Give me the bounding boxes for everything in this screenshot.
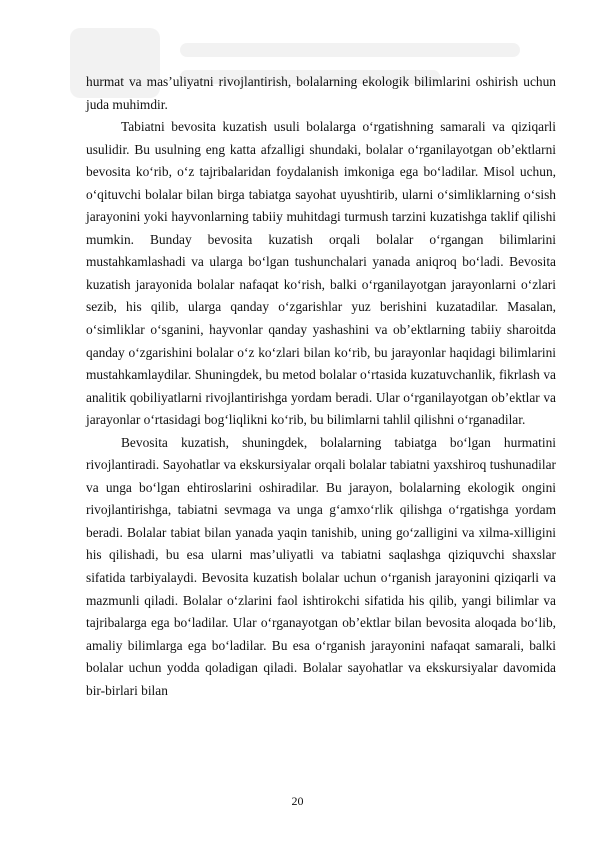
paragraph-direct-observation: Tabiatni bevosita kuzatish usuli bolalarga o‘rgatishning samarali va qiziqarli usulidir. Bu usulning eng katta afzalligi shundaki, bolalar o‘rganilayotgan ob’ektlarni bevosita ko‘rib, o‘z tajribalaridan foydalanish imkoniga ega bo‘ladilar. Misol uchun, o‘qituvchi bolalar bilan birga tabiatga sayohat uyushtirib, ularni o‘simliklarning o‘sish jarayonini yoki hayvonlarning tabiiy muhitdagi turmush tarzini kuzatishga taklif qilishi mumkin. Bunday bevosita kuzatish orqali bolalar o‘rgangan bilimlarini mustahkamlashadi va ularga bo‘lgan tushunchalari yanada aniqroq bo‘ladi. Bevosita kuzatish jarayonida bolalar nafaqat ko‘rish, balki o‘rganilayotgan jarayonlarni o‘zlari sezib, his qilib, ularga qanday o‘zgarishlar yuz berishini kuzatadilar. Masalan, o‘simliklar o‘sganini, hayvonlar qanday yashashini va ob’ektlarning tabiiy sharoitda qanday o‘zgarishini bolalar o‘z ko‘zlari bilan ko‘rib, bu jarayonlar haqidagi bilimlarini mustahkamlaydilar. Shuningdek, bu metod bolalar o‘rtasida kuzatuvchanlik, fikrlash va analitik qobiliyatlarni rivojlantirishga yordam beradi. Ular o‘rganilayotgan ob’ektlar va jarayonlar o‘rtasidagi bog‘liqlikni ko‘rib, bu bilimlarni tahlil qilishni o‘rganadilar. xyxy=(86,119,556,428)
page-number: 20 xyxy=(291,794,304,808)
paragraph-nature-respect: Bevosita kuzatish, shuningdek, bolalarning tabiatga bo‘lgan hurmatini rivojlantiradi. Sayohatlar va ekskursiyalar orqali bolalar tabiatni yaxshiroq tushunadilar va unga bo‘lgan ehtiroslarini oshiradilar. Bu jarayon, bolalarning ekologik ongini rivojlantirishga, tabiatni sevmaga va unga g‘amxo‘rlik qilishga o‘rgatishga yordam beradi. Bolalar tabiat bilan yanada yaqin tanishib, uning go‘zalligini va xilma-xilligini his qilishadi, bu esa ularni mas’uliyatli va tabiatni saqlashga qiziquvchi shaxslar sifatida tarbiyalaydi. Bevosita kuzatish bolalar uchun o‘rganish jarayonini qiziqarli va mazmunli qiladi. Bolalar o‘zlarini faol ishtirokchi sifatida his qilib, yangi bilimlar va tajribalarga ega bo‘ladilar. Ular o‘rganayotgan ob’ektlar bilan bevosita aloqada bo‘lib, amaliy bilimlarga ega bo‘ladilar. Bu esa o‘rganish jarayonini nafaqat samarali, balki bolalar uchun yodda qoladigan qiladi. Bolalar sayohatlar va ekskursiyalar davomida bir-birlari bilan xyxy=(86,434,556,698)
body-text xyxy=(86,71,556,702)
paragraph-continuation: hurmat va mas’uliyatni rivojlantirish, bolalarning ekologik bilimlarini oshirish uchun juda muhimdir. xyxy=(86,74,556,112)
